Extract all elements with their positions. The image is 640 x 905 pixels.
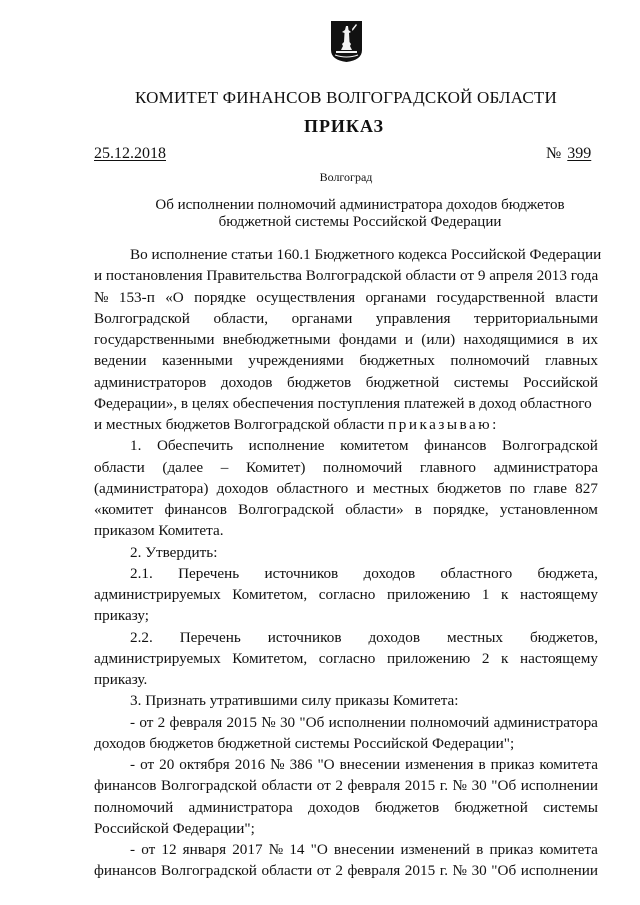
word: финансов xyxy=(424,437,487,455)
word: № xyxy=(261,713,276,731)
text-line xyxy=(94,287,598,308)
word: в xyxy=(478,756,486,773)
word: порядке, xyxy=(433,501,489,518)
word: согласно xyxy=(318,649,376,667)
word: 12 xyxy=(161,841,177,858)
word: источников xyxy=(267,628,342,646)
word: доходов xyxy=(220,373,273,391)
word: приказ xyxy=(489,841,534,858)
word: установленном xyxy=(499,501,598,518)
word: Перечень xyxy=(179,628,241,646)
word: бюджетов xyxy=(286,373,352,391)
word: главе xyxy=(533,479,567,497)
word: казенными xyxy=(161,352,233,370)
word: – xyxy=(220,458,229,476)
word: 2.2. xyxy=(130,628,153,646)
word: администрируемых xyxy=(94,586,221,603)
word: (далее xyxy=(162,458,204,476)
text-line xyxy=(94,435,598,456)
word: № xyxy=(452,777,468,795)
word: местных xyxy=(446,628,504,646)
word: изменения xyxy=(405,756,474,773)
word: бюджетов xyxy=(437,479,502,497)
text-line xyxy=(94,372,598,393)
word: приказ xyxy=(490,756,535,773)
word: 2 xyxy=(335,777,343,795)
word: 2015 xyxy=(404,777,436,795)
word: внесении xyxy=(339,756,401,773)
word: в xyxy=(476,841,484,858)
word: 2015 xyxy=(404,862,436,880)
word: февраля xyxy=(347,777,401,795)
word: 30 xyxy=(279,713,296,731)
text-line xyxy=(94,499,598,520)
word: местных xyxy=(372,479,429,497)
text-line xyxy=(94,584,598,605)
word: финансов xyxy=(94,777,157,795)
word: от xyxy=(316,862,331,880)
word: 20 xyxy=(159,756,175,773)
word: полномочий xyxy=(410,713,490,731)
word: «комитет xyxy=(94,501,154,518)
word: № xyxy=(268,841,284,858)
word: № xyxy=(94,288,109,306)
number-value: 399 xyxy=(567,145,592,162)
word: «О xyxy=(165,288,184,306)
text-line xyxy=(94,648,598,669)
word: исполнение xyxy=(248,437,325,455)
word: № xyxy=(270,756,285,773)
word: 2016 xyxy=(234,756,266,773)
word: бюджетной xyxy=(454,798,528,816)
word: органами xyxy=(365,288,427,306)
word: в xyxy=(566,331,574,348)
word: области, xyxy=(213,309,269,327)
text-line: 3. Признать утратившими силу приказы Комитета: xyxy=(130,692,459,710)
text-line xyxy=(94,308,598,329)
number-prefix: № xyxy=(546,145,562,162)
word: Перечень xyxy=(178,564,240,582)
word: фондами xyxy=(338,331,397,348)
word: октября xyxy=(179,756,230,773)
word: внебюджетными xyxy=(222,331,331,348)
word: финансов xyxy=(164,501,227,518)
word: № xyxy=(452,862,468,880)
word: областного xyxy=(440,564,513,582)
text-line: 2. Утвердить: xyxy=(130,543,218,561)
word: 30 xyxy=(471,862,487,880)
word: и xyxy=(356,479,365,497)
word: Волгоградской xyxy=(161,862,257,880)
word: Волгоградской xyxy=(161,777,257,795)
text-line xyxy=(94,414,598,435)
word: внесении xyxy=(333,841,395,858)
word: источников xyxy=(264,564,339,582)
text-line: Российской Федерации"; xyxy=(94,819,255,837)
text-line xyxy=(94,860,598,881)
text-line xyxy=(94,329,598,350)
text-line xyxy=(94,457,598,478)
word: областного xyxy=(276,479,349,497)
word: комитета xyxy=(539,756,598,773)
word: системы xyxy=(543,798,598,816)
text-line: доходов бюджетов бюджетной системы Российской Федерации"; xyxy=(94,734,515,752)
word: 386 xyxy=(289,756,313,773)
subject-line: Об исполнении полномочий администратора доходов бюджетов xyxy=(155,197,565,213)
word: - xyxy=(130,841,136,858)
volgograd-emblem-icon xyxy=(330,20,363,63)
word: "Об xyxy=(491,862,517,880)
word: г. xyxy=(439,862,449,880)
word: доходов xyxy=(368,628,421,646)
word: исполнении xyxy=(520,777,598,795)
word: области xyxy=(94,458,145,476)
word: порядке xyxy=(194,288,246,306)
text-line xyxy=(94,712,598,733)
word: 827 xyxy=(575,479,598,497)
word: бюджета, xyxy=(537,564,598,582)
word: "Об xyxy=(299,713,325,731)
word: 2 xyxy=(157,713,166,731)
word: 2 xyxy=(335,862,343,880)
word: января xyxy=(182,841,227,858)
text-line-part: и местных бюджетов Волгоградской области xyxy=(94,416,385,433)
word: их xyxy=(582,331,598,348)
word: комитетом xyxy=(340,437,409,455)
word: настоящему xyxy=(519,649,598,667)
word: территориальными xyxy=(474,309,598,327)
subject-line: бюджетной системы Российской Федерации xyxy=(218,214,502,230)
word: в xyxy=(414,501,422,518)
word: бюджетных xyxy=(359,352,435,370)
order-word: приказываю: xyxy=(388,416,499,433)
word: 2.1. xyxy=(130,564,153,582)
text-line: Федерации», в целях обеспечения поступления платежей в доход областного xyxy=(94,394,592,412)
word: администратора xyxy=(188,798,293,816)
word: и xyxy=(404,331,413,348)
word: управления xyxy=(375,309,451,327)
word: 30 xyxy=(471,777,487,795)
word: финансов xyxy=(94,862,157,880)
word: администрируемых xyxy=(94,649,221,667)
word: Комитетом, xyxy=(232,586,308,603)
word: Волгоградской xyxy=(94,309,190,327)
word: осуществления xyxy=(256,288,356,306)
word: февраля xyxy=(347,862,401,880)
word: "Об xyxy=(491,777,517,795)
text-line xyxy=(94,839,598,860)
word: администратора xyxy=(493,458,598,476)
word: 2017 xyxy=(232,841,263,858)
text-line: приказу; xyxy=(94,607,150,625)
text-line xyxy=(94,797,598,818)
word: по xyxy=(509,479,526,497)
word: 2 xyxy=(481,649,490,667)
word: полномочий xyxy=(94,798,174,816)
committee-name: КОМИТЕТ ФИНАНСОВ ВОЛГОГРАДСКОЙ ОБЛАСТИ xyxy=(135,88,557,107)
word: приложению xyxy=(386,586,471,603)
word: изменений xyxy=(400,841,471,858)
word: Российской xyxy=(523,373,598,391)
word: главного xyxy=(419,458,477,476)
text-line xyxy=(94,627,598,648)
word: ведении xyxy=(94,352,147,370)
word: доходов xyxy=(216,479,269,497)
text-line: и постановления Правительства Волгоградской области от 9 апреля 2013 года xyxy=(94,267,599,285)
word: - xyxy=(130,756,136,773)
word: области» xyxy=(345,501,404,518)
word: Комитетом, xyxy=(232,649,308,667)
word: полномочий xyxy=(450,352,530,370)
word: 14 xyxy=(289,841,305,858)
word: доходов xyxy=(363,564,416,582)
word: приложению xyxy=(386,649,471,667)
order-subject xyxy=(140,197,580,231)
word: настоящему xyxy=(519,586,598,603)
word: к xyxy=(500,586,509,603)
word: 1. xyxy=(130,437,142,455)
word: исполнении xyxy=(328,713,406,731)
text-line xyxy=(94,478,598,499)
word: от xyxy=(140,756,155,773)
word: бюджетной xyxy=(365,373,440,391)
word: власти xyxy=(555,288,598,306)
word: области xyxy=(261,777,313,795)
word: бюджетов, xyxy=(529,628,598,646)
word: государственными xyxy=(94,331,215,348)
word: февраля xyxy=(169,713,223,731)
order-date: 25.12.2018 xyxy=(94,145,166,162)
order-body xyxy=(94,244,602,882)
word: 2015 xyxy=(226,713,257,731)
word: доходов xyxy=(308,798,360,816)
word: находящимися xyxy=(463,331,559,348)
text-line xyxy=(94,754,598,775)
word: "О xyxy=(310,841,328,858)
word: (администратора) xyxy=(94,479,209,497)
word: системы xyxy=(453,373,509,391)
word: государственной xyxy=(436,288,545,306)
text-line: приказом Комитета. xyxy=(94,522,224,540)
word: Волгоградской xyxy=(238,501,335,518)
word: администраторов xyxy=(94,373,207,391)
word: Обеспечить xyxy=(156,437,234,455)
word: администратора xyxy=(493,713,598,731)
word: исполнении xyxy=(520,862,598,880)
word: главных xyxy=(545,352,598,370)
word: Волгоградской xyxy=(502,437,598,455)
document-type-title: ПРИКАЗ xyxy=(303,116,385,136)
word: 1 xyxy=(481,586,490,603)
text-line: Во исполнение статьи 160.1 Бюджетного кодекса Российской Федерации xyxy=(130,246,602,263)
text-line xyxy=(94,350,598,371)
word: от xyxy=(141,841,156,858)
text-line xyxy=(94,775,598,796)
word: Комитет) xyxy=(245,458,306,476)
word: "О xyxy=(317,756,335,773)
order-number xyxy=(546,145,591,163)
text-line xyxy=(94,563,598,584)
word: учреждениями xyxy=(248,352,344,370)
word: от xyxy=(139,713,154,731)
word: (или) xyxy=(421,331,456,348)
word: органами xyxy=(291,309,353,327)
word: от xyxy=(316,777,331,795)
word: - xyxy=(130,713,136,731)
word: к xyxy=(500,649,509,667)
word: бюджетов xyxy=(374,798,440,816)
text-line: приказу. xyxy=(94,671,148,688)
word: г. xyxy=(439,777,449,795)
city-name: Волгоград xyxy=(319,170,373,184)
word: области xyxy=(261,862,313,880)
word: 153-п xyxy=(118,288,155,306)
word: комитета xyxy=(539,841,598,858)
word: полномочий xyxy=(323,458,403,476)
word: согласно xyxy=(318,586,376,603)
